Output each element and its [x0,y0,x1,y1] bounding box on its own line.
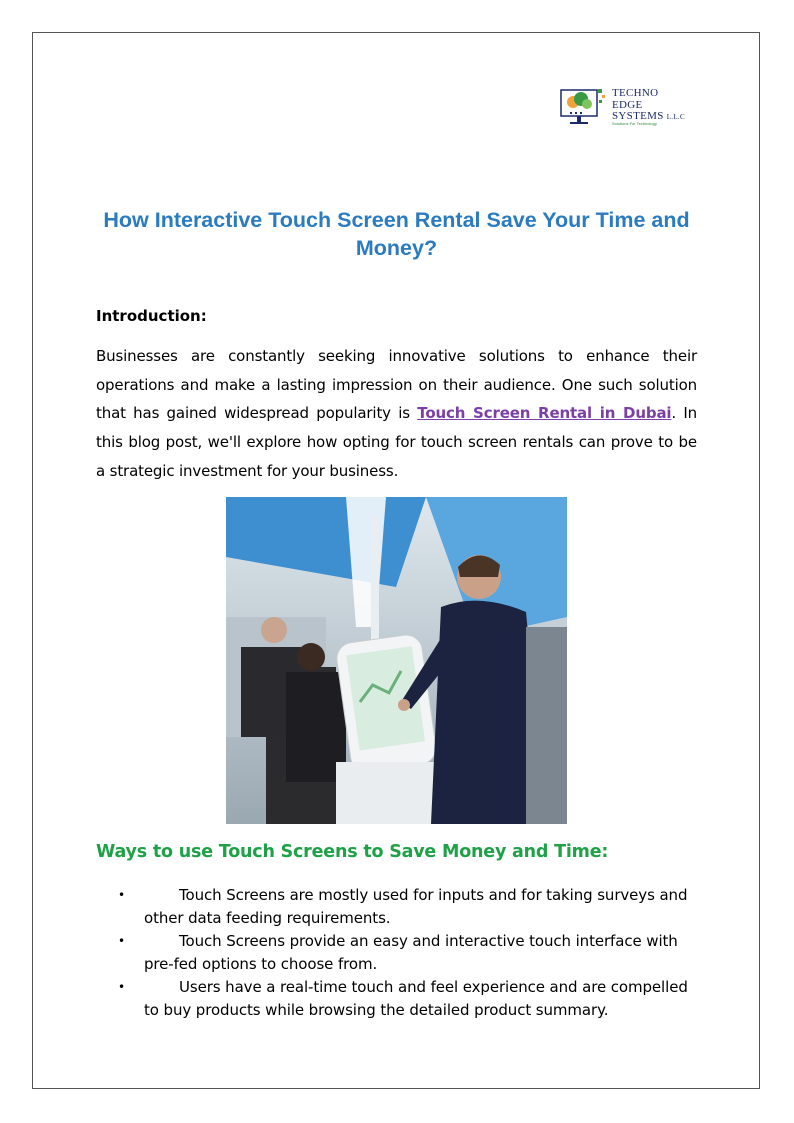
touch-screen-rental-link[interactable]: Touch Screen Rental in Dubai [417,404,672,423]
page-title: How Interactive Touch Screen Rental Save Your Time and Money? [103,208,690,260]
list-item-text: Touch Screens provide an easy and interactive touch interface with pre-fed options to choose from. [144,932,678,973]
intro-paragraph [96,342,697,486]
list-item-text: Touch Screens are mostly used for inputs and for taking surveys and other data feeding requirements. [144,886,688,927]
bullet-icon: • [118,934,125,948]
company-logo [560,86,700,130]
list-item [96,976,697,1022]
bullet-icon: • [118,888,125,902]
list-item [96,930,697,976]
touch-screen-kiosk-photo [226,497,567,824]
intro-heading: Introduction: [96,307,207,325]
intro-text-after: . In this blog post, we'll explore how opting for touch screen rentals can prove to be a strategic investment for your business. [96,404,697,480]
section-heading: Ways to use Touch Screens to Save Money and Time: [96,842,609,862]
logo-line-3: SYSTEMS [612,110,664,122]
bullet-icon: • [118,980,125,994]
logo-line-1: TECHNO [612,87,659,99]
intro-text-before: Businesses are constantly seeking innovative solutions to enhance their operations and make a lasting impression on their audience. One such solution that has gained widespread popularity is [96,347,697,423]
logo-monitor-icon [560,86,610,130]
logo-wordmark [612,88,685,124]
benefits-list [96,884,697,1022]
logo-line-2: EDGE [612,98,643,111]
logo-tagline: Solutions For Technology [612,121,657,126]
logo-suffix: L.L.C [666,113,685,121]
list-item-text: Users have a real-time touch and feel experience and are compelled to buy products while browsing the detailed product summary. [144,978,688,1019]
list-item [96,884,697,930]
